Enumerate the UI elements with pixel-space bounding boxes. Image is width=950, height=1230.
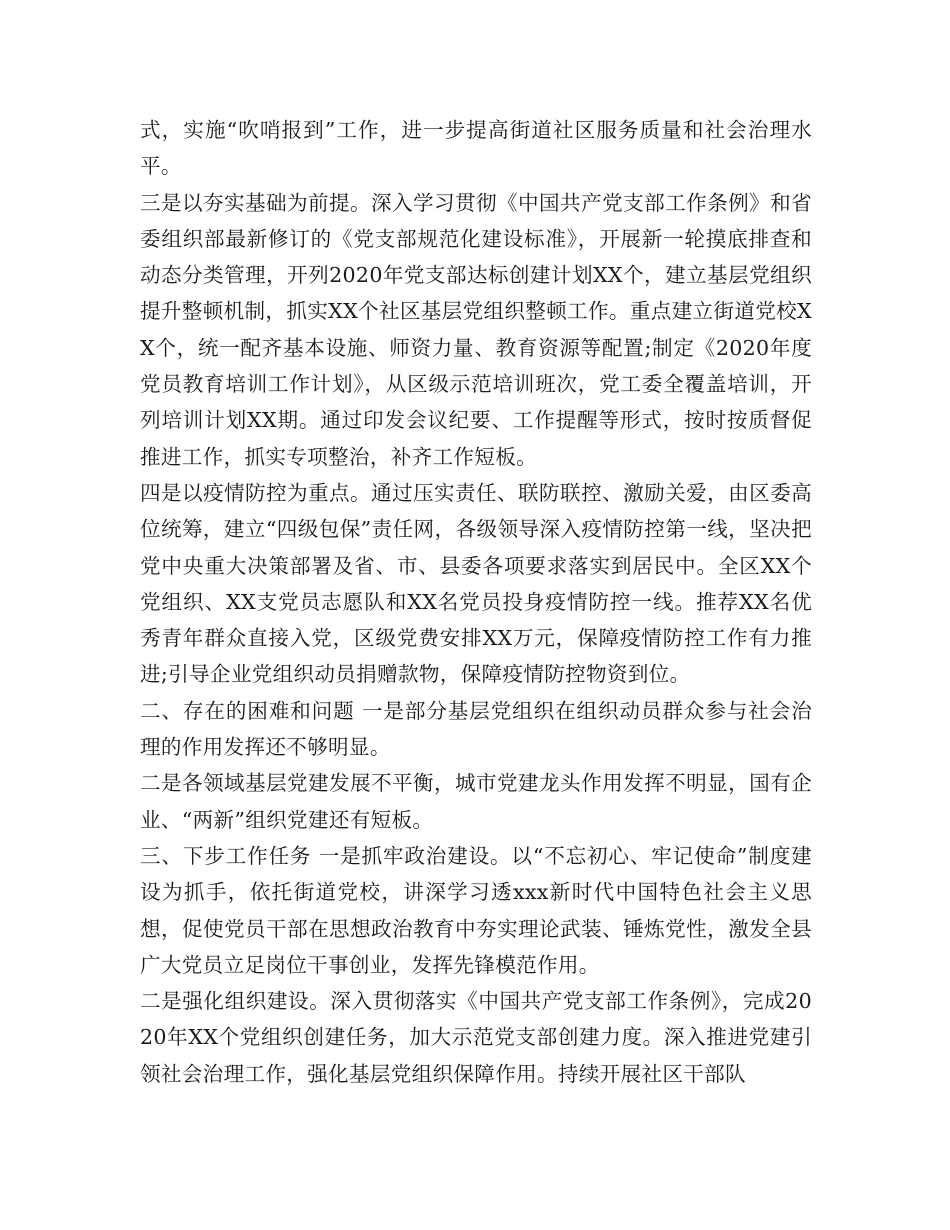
- document-body: [140, 112, 812, 1092]
- paragraph-5: 二是各领域基层党建发展不平衡，城市党建龙头作用发挥不明显，国有企业、“两新”组织党建还有短板。: [140, 771, 812, 832]
- paragraph-4: 二、存在的困难和问题 一是部分基层党组织在组织动员群众参与社会治理的作用发挥还不够明显。: [140, 698, 812, 760]
- paragraph-3: 四是以疫情防控为重点。通过压实责任、联防联控、激励关爱，由区委高位统筹，建立“四级包保”责任网，各级领导深入疫情防控第一线，坚决把党中央重大决策部署及省、市、县委各项要求落实到居民中。全区XX个党组织、XX支党员志愿队和XX名党员投身疫情防控一线。推荐XX名优秀青年群众直接入党，区级党费安排XX万元，保障疫情防控工作有力推进;引导企业党组织动员捐赠款物，保障疫情防控物资到位。: [140, 480, 812, 687]
- paragraph-7: 二是强化组织建设。深入贯彻落实《中国共产党支部工作条例》，完成2020年XX个党组织创建任务，加大示范党支部创建力度。深入推进党建引领社会治理工作，强化基层党组织保障作用。持续开展社区干部队: [140, 989, 812, 1086]
- paragraph-1: 式，实施“吹哨报到”工作，进一步提高街道社区服务质量和社会治理水平。: [140, 118, 812, 179]
- paragraph-6: 三、下步工作任务 一是抓牢政治建设。以“不忘初心、牢记使命”制度建设为抓手，依托街道党校，讲深学习透xxx新时代中国特色社会主义思想，促使党员干部在思想政治教育中夯实理论武装、锤炼党性，激发全县广大党员立足岗位干事创业，发挥先锋模范作用。: [140, 843, 812, 977]
- paragraph-2: 三是以夯实基础为前提。深入学习贯彻《中国共产党支部工作条例》和省委组织部最新修订的《党支部规范化建设标准》，开展新一轮摸底排查和动态分类管理，开列2020年党支部达标创建计划XX个，建立基层党组织提升整顿机制，抓实XX个社区基层党组织整顿工作。重点建立街道党校XX个，统一配齐基本设施、师资力量、教育资源等配置;制定《2020年度党员教育培训工作计划》，从区级示范培训班次，党工委全覆盖培训，开列培训计划XX期。通过印发会议纪要、工作提醒等形式，按时按质督促推进工作，抓实专项整治，补齐工作短板。: [140, 190, 812, 469]
